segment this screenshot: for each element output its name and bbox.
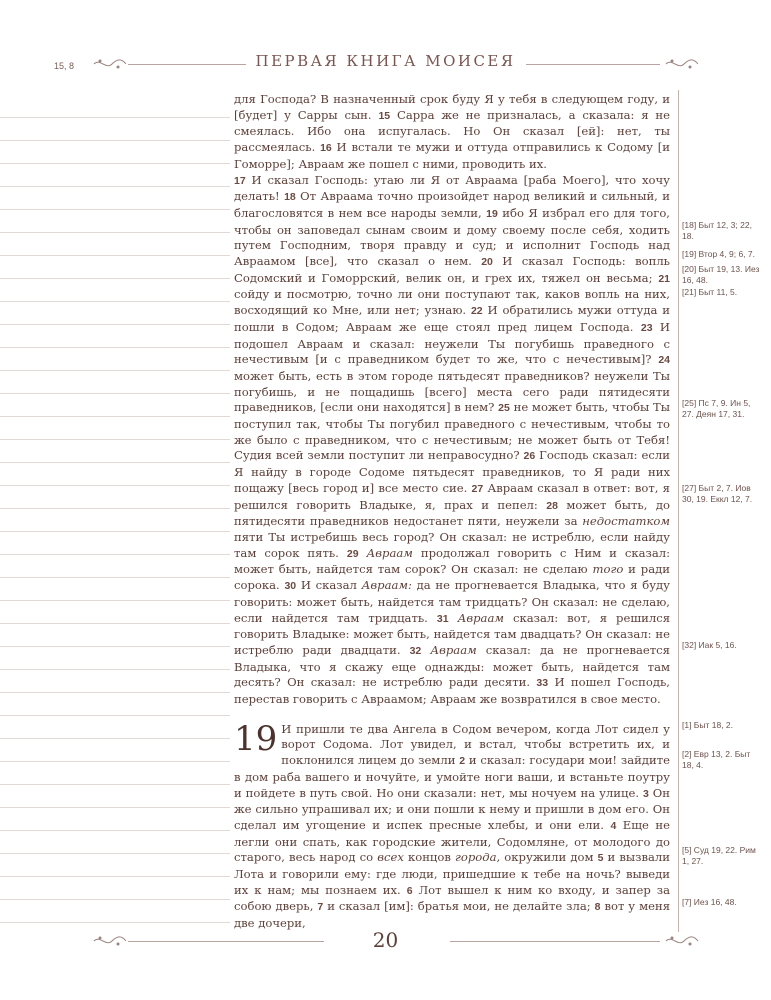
cross-ref-25: [25] Пс 7, 9. Ин 5, 27. Деян 17, 31. [682,398,751,419]
cross-ref-c19-5: [5] Суд 19, 22. Рим 1, 27. [682,845,756,866]
cross-ref-c19-1: [1] Быт 18, 2. [682,720,734,730]
footer-rule-right [450,941,660,942]
flourish-right-icon [664,57,700,71]
notes-ruled-area [0,95,230,925]
cross-ref-27: [27] Быт 2, 7. Иов 30, 19. Еккл 12, 7. [682,483,753,504]
cross-ref-32: [32] Иак 5, 16. [682,640,737,650]
footer-flourish-right-icon [664,934,700,948]
book-title: ПЕРВАЯ КНИГА МОИСЕЯ [255,52,516,70]
cross-ref-18: [18] Быт 12, 3; 22, 18. [682,220,752,241]
cross-ref-20: [20] Быт 19, 13. Иез 16, 48. [682,264,760,285]
cross-ref-c19-7: [7] Иез 16, 48. [682,897,737,907]
page-number: 20 [372,928,399,952]
header-rule-right [526,64,660,65]
scripture-text: для Господа? В назначенный срок буду Я у тебя в следующем году, и [будет] у Сарры сын. 15 Сарра же не призналась, а сказала: я не смеялась. Ибо она испугалась. Но Он сказал [ей]: нет, ты рассмеялась. 16 И встали те мужи и оттуда отправились к Содому [и Гоморре]; Авраам же пошел с ними, проводить их. 17 И сказал Господь: утаю ли Я от Авраама [раба Моего], что хочу делать! 18 От Авраама точно произойдет народ великий и сильный, и благословятся в нем все народы земли, 19 ибо Я избрал его для того, чтобы он заповедал сынам своим и дому своему после себя, ходить путем Господним, творя правду и суд; и исполнит Господь над Авраамом [все], что сказал о нем. 20 И сказал Господь: вопль Содомский и Гоморрский, велик он, и грех их, тяжел он весьма; 21 сойду и посмотрю, точно ли они поступают так, каков вопль на них, восходящий ко Мне, или нет; узнаю. 22 И обратились мужи оттуда и пошли в Содом; Авраам же еще стоял пред лицем Господа. 23 И подошел Авраам и сказал: неужели Ты погубишь праведного с нечестивым [и с праведником будет то же, что с нечестивым]? 24 может быть, есть в этом городе пятьдесят праведников? неужели Ты погубишь, и не пощадишь [всего] места сего ради пятидесяти праведников, [если они находятся] в нем? 25 не может быть, чтобы Ты поступил так, чтобы Ты погубил праведного с нечестивым, чтобы то же было с праведником, что с нечестивым; не может быть от Тебя! Судия всей земли поступит ли неправосудно? 26 Господь сказал: если Я найду в городе Содоме пятьдесят праведников, то Я ради них пощажу [весь город и] все место сие. 27 Авраам сказал в ответ: вот, я решился говорить Владыке, я, прах и пепел: 28 может быть, до пятидесяти праведников недостанет пяти, неужели за недостатком пяти Ты истребишь весь город? Он сказал: не истреблю, если найду там сорок пять. 29 Авраам продолжал говорить с Ним и сказал: может быть, найдется там сорок? Он сказал: не сделаю того и ради сорока. 30 И сказал Авраам: да не прогневается Владыка, что я буду говорить: может быть, найдется там тридцать? Он сказал: не сделаю, если найдется там тридцать. 31 Авраам сказал: вот, я решился говорить Владыке: может быть, найдется там двадцать? Он сказал: не истреблю ради двадцати. 32 Авраам сказал: да не прогневается Владыка, что я скажу еще однажды: может быть, найдется там десять? Он сказал: не истреблю ради десяти. 33 И пошел Господь, перестав говорить с Авраамом; Авраам же возвратился в свое место. 19 И пришли те два Ангела в Содом вечером, когда Лот сидел у ворот Содома. Лот увидел, и встал, чтобы встретить их, и поклонился лицем до земли 2 и сказал: государи мои! зайдите в дом раба вашего и ночуйте, и умойте ноги ваши, и встаньте поутру и пойдете в путь свой. Но они сказали: нет, мы ночуем на улице. 3 Он же сильно упрашивал их; и они пошли к нему и пришли в дом его. Он сделал им угощение и испек пресные хлебы, и они ели. 4 Еще не легли они спать, как городские жители, Содомляне, от молодого до старого, весь народ со всех концов города, окружили дом 5 и вызвали Лота и говорили ему: где люди, пришедшие к тебе на ночь? выведи их к нам; мы познаем их. 6 Лот вышел к ним ко входу, и запер за собою дверь, 7 и сказал [им]: братья мои, не делайте зла; 8 вот у меня две дочери, [234,92,671,931]
chapter-number: 19 [234,718,278,759]
cross-ref-c19-2: [2] Евр 13, 2. Быт 18, 4. [682,749,751,770]
cross-ref-19: [19] Втор 4, 9; 6, 7. [682,249,755,259]
cross-ref-21: [21] Быт 11, 5. [682,287,738,297]
column-separator [678,90,679,932]
chapter-reference: 15, 8 [54,61,75,71]
